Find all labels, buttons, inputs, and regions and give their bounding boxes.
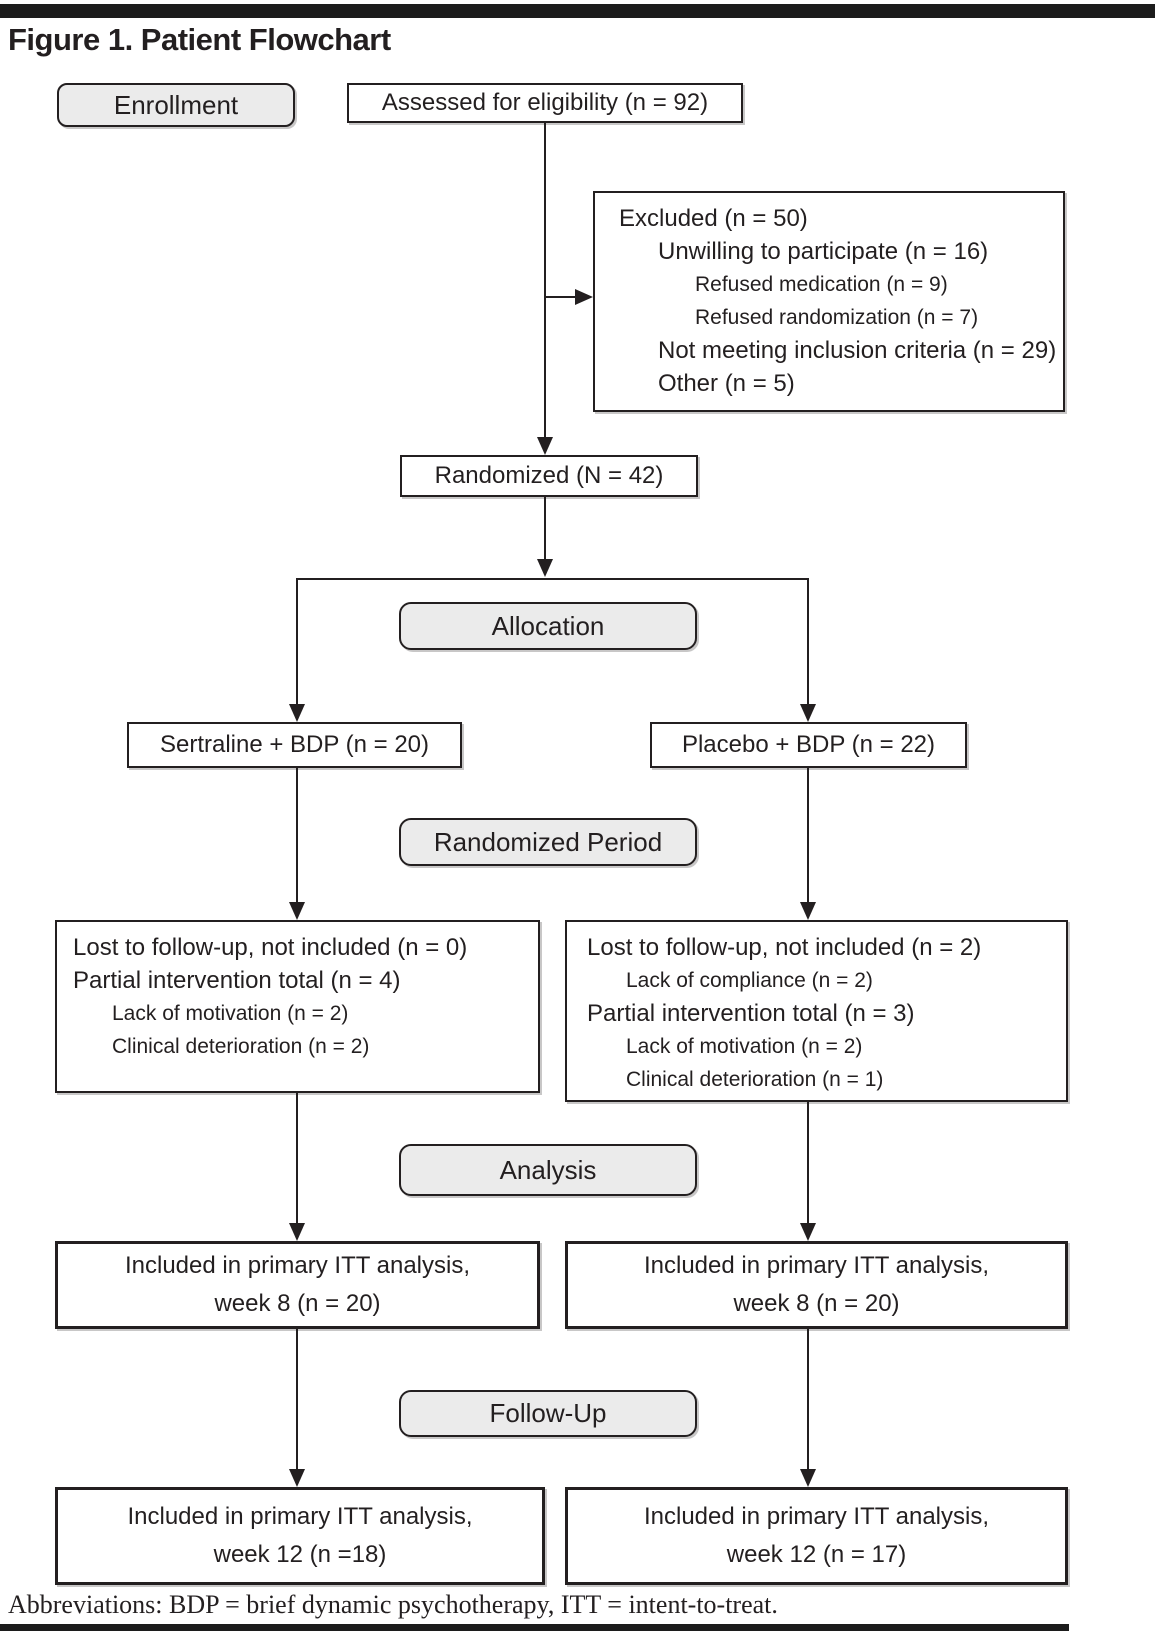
stage-follow-up-label: Follow-Up [489, 1398, 607, 1428]
arrowhead-into-right-week12 [800, 1469, 816, 1487]
arrowhead-into-right-week8 [800, 1223, 816, 1241]
stage-randomized-period-label: Randomized Period [433, 826, 663, 857]
flow-line-item: Clinical deterioration (n = 1) [626, 1068, 884, 1091]
flow-line-item: Not meeting inclusion criteria (n = 29) [658, 337, 1057, 364]
flow-line-item: Other (n = 5) [658, 370, 795, 397]
top-rule-bar [0, 4, 1155, 18]
stage-enrollment [57, 83, 295, 127]
arrowhead-into-left-week12 [289, 1469, 305, 1487]
flow-line-item: Lack of motivation (n = 2) [112, 1002, 349, 1025]
arrowhead-into-left-week8 [289, 1223, 305, 1241]
node-week8-left [55, 1241, 540, 1329]
connector-right-attrition-week8 [807, 1102, 809, 1223]
flow-line-item: Partial intervention total (n = 4) [73, 967, 401, 994]
figure-title: Figure 1. Patient Flowchart [8, 22, 391, 57]
node-week8-left-line2: week 8 (n = 20) [214, 1290, 381, 1317]
flow-line-item: Lack of motivation (n = 2) [626, 1035, 863, 1058]
node-assessed-label: Assessed for eligibility (n = 92) [381, 89, 709, 116]
arrowhead-onto-split-line [537, 559, 553, 577]
arrowhead-into-right-attrition [800, 902, 816, 920]
connector-right-arm-attrition [807, 768, 809, 902]
node-attrition-left [55, 920, 540, 1093]
node-week8-left-line1: Included in primary ITT analysis, [124, 1252, 471, 1279]
flow-line-item: Lack of compliance (n = 2) [626, 969, 873, 992]
node-week12-left [55, 1487, 545, 1585]
node-excluded [593, 191, 1065, 412]
node-placebo-arm-label: Placebo + BDP (n = 22) [681, 731, 936, 758]
stage-randomized-period [399, 818, 697, 866]
flow-line-item: Lost to follow-up, not included (n = 2) [587, 934, 982, 961]
connector-split-right-arm [807, 578, 809, 704]
node-assessed [347, 83, 743, 123]
flow-line-item: Refused randomization (n = 7) [695, 306, 979, 329]
abbreviations-footnote: Abbreviations: BDP = brief dynamic psychotherapy, ITT = intent-to-treat. [8, 1590, 778, 1619]
node-week8-right-line1: Included in primary ITT analysis, [643, 1252, 990, 1279]
connector-split-left-arm [296, 578, 298, 704]
arrowhead-into-randomized [537, 437, 553, 455]
node-randomized [400, 455, 698, 497]
node-week12-right-line1: Included in primary ITT analysis, [643, 1503, 990, 1530]
connector-left-arm-attrition [296, 768, 298, 902]
stage-allocation-label: Allocation [491, 610, 605, 641]
connector-right-week8-week12 [807, 1329, 809, 1469]
connector-to-excluded [545, 296, 575, 298]
node-week12-right-line2: week 12 (n = 17) [726, 1541, 907, 1568]
stage-analysis-label: Analysis [499, 1154, 597, 1185]
arrowhead-into-left-attrition [289, 902, 305, 920]
node-sertraline-arm-label: Sertraline + BDP (n = 20) [159, 731, 430, 758]
flow-line-item: Refused medication (n = 9) [695, 273, 948, 296]
flow-line-item: Lost to follow-up, not included (n = 0) [73, 934, 468, 961]
connector-left-week8-week12 [296, 1329, 298, 1469]
node-week8-right [565, 1241, 1068, 1329]
flow-line-item: Excluded (n = 50) [619, 205, 808, 232]
stage-enrollment-label: Enrollment [113, 89, 239, 120]
connector-randomized-split [544, 497, 546, 559]
node-week12-left-line2: week 12 (n =18) [213, 1541, 387, 1568]
arrowhead-into-excluded [575, 289, 593, 305]
arrowhead-into-left-arm [289, 704, 305, 722]
split-line [296, 578, 809, 580]
connector-assessed-randomized [544, 123, 546, 437]
node-week12-right [565, 1487, 1068, 1585]
node-placebo-arm [650, 722, 967, 768]
bottom-rule-bar [0, 1624, 1069, 1631]
node-week12-left-line1: Included in primary ITT analysis, [127, 1503, 473, 1530]
node-attrition-right [565, 920, 1068, 1102]
stage-follow-up [399, 1390, 697, 1437]
node-week8-right-line2: week 8 (n = 20) [733, 1290, 900, 1317]
flow-line-item: Partial intervention total (n = 3) [587, 1000, 915, 1027]
stage-allocation [399, 602, 697, 650]
connector-left-attrition-week8 [296, 1093, 298, 1223]
flow-line-item: Clinical deterioration (n = 2) [112, 1035, 370, 1058]
node-sertraline-arm [127, 722, 462, 768]
arrowhead-into-right-arm [800, 704, 816, 722]
flow-line-item: Unwilling to participate (n = 16) [658, 238, 989, 265]
stage-analysis [399, 1144, 697, 1196]
node-randomized-label: Randomized (N = 42) [434, 462, 664, 489]
